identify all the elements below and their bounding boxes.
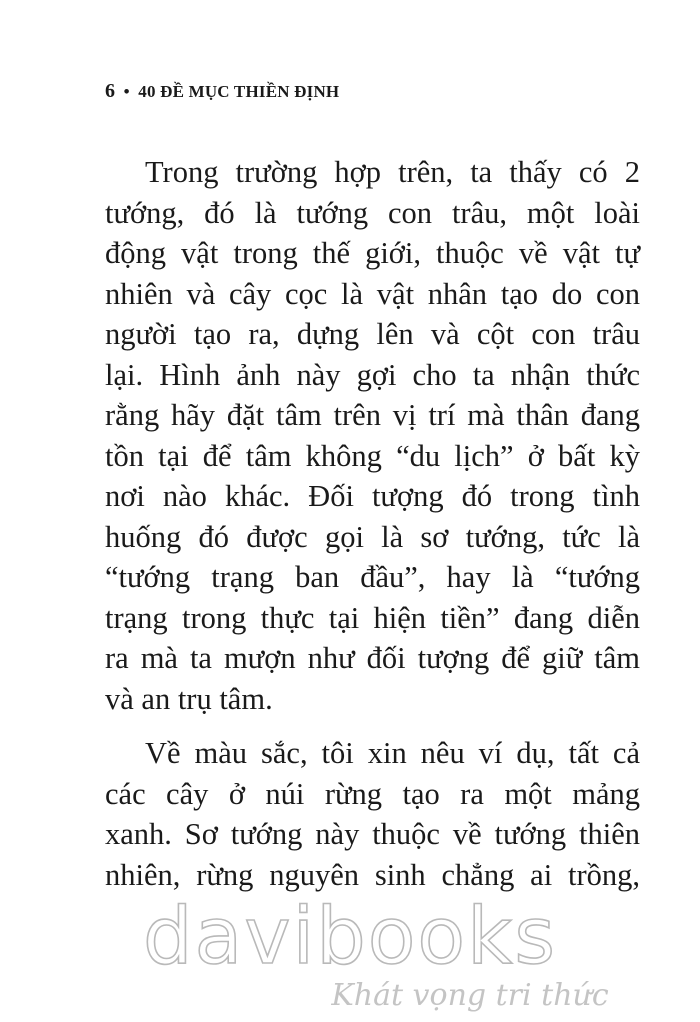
- text-line: trạng trong thực tại hiện tiền” đang diễn: [105, 600, 640, 635]
- text-line: tướng, đó là tướng con trâu, một loài: [105, 195, 640, 230]
- text-line: rằng hãy đặt tâm trên vị trí mà thân đang: [105, 398, 640, 432]
- text-line: Về màu sắc, tôi xin nêu ví dụ, tất cả: [145, 736, 640, 770]
- text-line: “tướng trạng ban đầu”, hay là “tướng: [105, 560, 640, 594]
- book-title: 40 ĐỀ MỤC THIỀN ĐỊNH: [138, 82, 340, 101]
- text-line: nơi nào khác. Đối tượng đó trong tình: [105, 479, 640, 513]
- running-header: [105, 80, 339, 103]
- text-line: nhiên, rừng nguyên sinh chẳng ai trồng,: [105, 857, 640, 892]
- watermark-logo: davibooks: [143, 892, 557, 982]
- text-line: động vật trong thế giới, thuộc về vật tự: [105, 236, 640, 270]
- header-bullet: •: [123, 82, 130, 101]
- paragraph-2: [105, 733, 640, 895]
- paragraph-1: [105, 152, 640, 719]
- body-text: [105, 152, 640, 895]
- text-line: lại. Hình ảnh này gợi cho ta nhận thức: [105, 357, 640, 392]
- text-line: người tạo ra, dựng lên và cột con trâu: [105, 317, 640, 351]
- text-line: các cây ở núi rừng tạo ra một mảng: [105, 776, 640, 811]
- text-line: Trong trường hợp trên, ta thấy có 2: [145, 155, 640, 189]
- text-line: tồn tại để tâm không “du lịch” ở bất kỳ: [105, 438, 640, 473]
- page-number: 6: [105, 80, 116, 102]
- text-line: huống đó được gọi là sơ tướng, tức là: [105, 519, 640, 554]
- text-line: nhiên và cây cọc là vật nhân tạo do con: [105, 276, 640, 311]
- text-line: ra mà ta mượn như đối tượng để giữ tâm: [105, 641, 640, 675]
- text-line: xanh. Sơ tướng này thuộc về tướng thiên: [105, 817, 640, 851]
- watermark-tagline: Khát vọng tri thức: [331, 978, 609, 1013]
- text-line: và an trụ tâm.: [105, 681, 273, 716]
